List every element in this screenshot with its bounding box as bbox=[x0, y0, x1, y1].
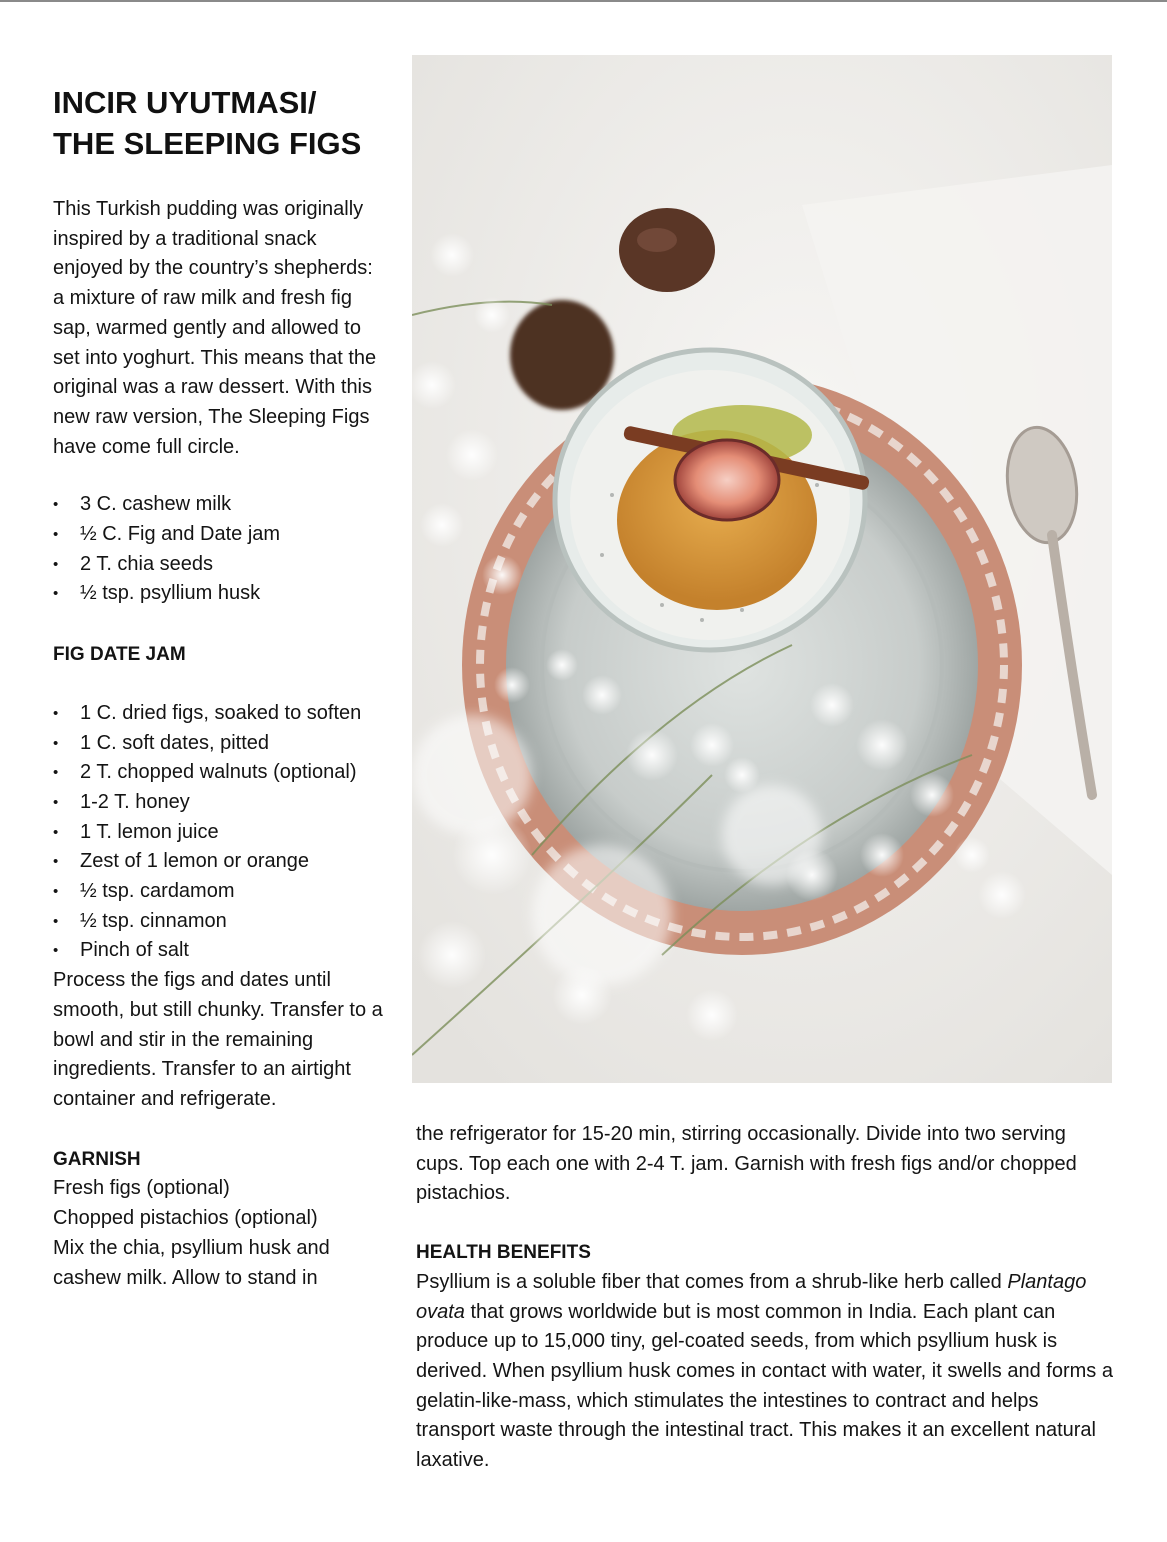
garnish-lines bbox=[53, 1174, 383, 1233]
garnish-line: Fresh figs (optional) bbox=[53, 1177, 230, 1200]
list-item: • 2 T. chia seeds bbox=[53, 550, 383, 580]
title-line-2: THE SLEEPING FIGS bbox=[53, 126, 362, 161]
list-item: • ½ C. Fig and Date jam bbox=[53, 520, 383, 550]
list-item: • 1 T. lemon juice bbox=[53, 818, 383, 848]
list-item: • ½ tsp. cinnamon bbox=[53, 907, 383, 937]
list-item: • 3 C. cashew milk bbox=[53, 490, 383, 520]
health-text-1: Psyllium is a soluble fiber that comes from a shrub-like herb called bbox=[416, 1270, 1008, 1293]
method-text-part-1: Mix the chia, psyllium husk and cashew milk. Allow to stand in bbox=[53, 1236, 330, 1289]
species-name: Plantago ovata bbox=[416, 1270, 1087, 1323]
garnish-line: Chopped pistachios (optional) bbox=[53, 1207, 318, 1230]
list-item: • 2 T. chopped walnuts (optional) bbox=[53, 758, 383, 788]
list-item: • 1-2 T. honey bbox=[53, 788, 383, 818]
health-heading: HEALTH BENEFITS bbox=[416, 1242, 591, 1264]
dessert-photo bbox=[412, 55, 1112, 1083]
list-item: • ½ tsp. psyllium husk bbox=[53, 579, 383, 609]
left-column bbox=[53, 82, 383, 1293]
jam-process-text: Process the figs and dates until smooth, but still chunky. Transfer to a bowl and stir in the remaining ingredients. Transfer to an airtight container and refrigerate. bbox=[53, 969, 383, 1110]
health-text-2: that grows worldwide but is most common in India. Each plant can produce up to 15,000 tiny, gel-coated seeds, from which psyllium husk is derived. When psyllium husk comes in contact with water, it swells and forms a gelatin-like-mass, which stimulates the intestines to contract and helps transport waste through the intestinal tract. This makes it an excellent natural laxative. bbox=[416, 1300, 1113, 1472]
garnish-heading: GARNISH bbox=[53, 1148, 141, 1170]
ingredient-list bbox=[53, 490, 383, 609]
list-item: • ½ tsp. cardamom bbox=[53, 877, 383, 907]
right-column bbox=[416, 1120, 1116, 1476]
jam-ingredient-list bbox=[53, 699, 383, 966]
list-item: • 1 C. dried figs, soaked to soften bbox=[53, 699, 383, 729]
page-top-border bbox=[0, 0, 1167, 2]
health-paragraph bbox=[416, 1268, 1116, 1476]
recipe-title bbox=[53, 82, 383, 164]
title-line-1: INCIR UYUTMASI/ bbox=[53, 85, 317, 120]
list-item: • Zest of 1 lemon or orange bbox=[53, 847, 383, 877]
list-item: • Pinch of salt bbox=[53, 936, 383, 966]
list-item: • 1 C. soft dates, pitted bbox=[53, 729, 383, 759]
method-text-part-2: the refrigerator for 15-20 min, stirring occasionally. Divide into two serving cups. Top each one with 2-4 T. jam. Garnish with fresh figs and/or chopped pistachios. bbox=[416, 1123, 1077, 1205]
intro-paragraph: This Turkish pudding was originally inspired by a traditional snack enjoyed by the country’s shepherds: a mixture of raw milk and fresh fig sap, warmed gently and allowed to set into yoghurt. This means that the original was a raw dessert. With this new raw version, The Sleeping Figs have come full circle. bbox=[53, 198, 377, 458]
jam-heading: FIG DATE JAM bbox=[53, 644, 186, 666]
